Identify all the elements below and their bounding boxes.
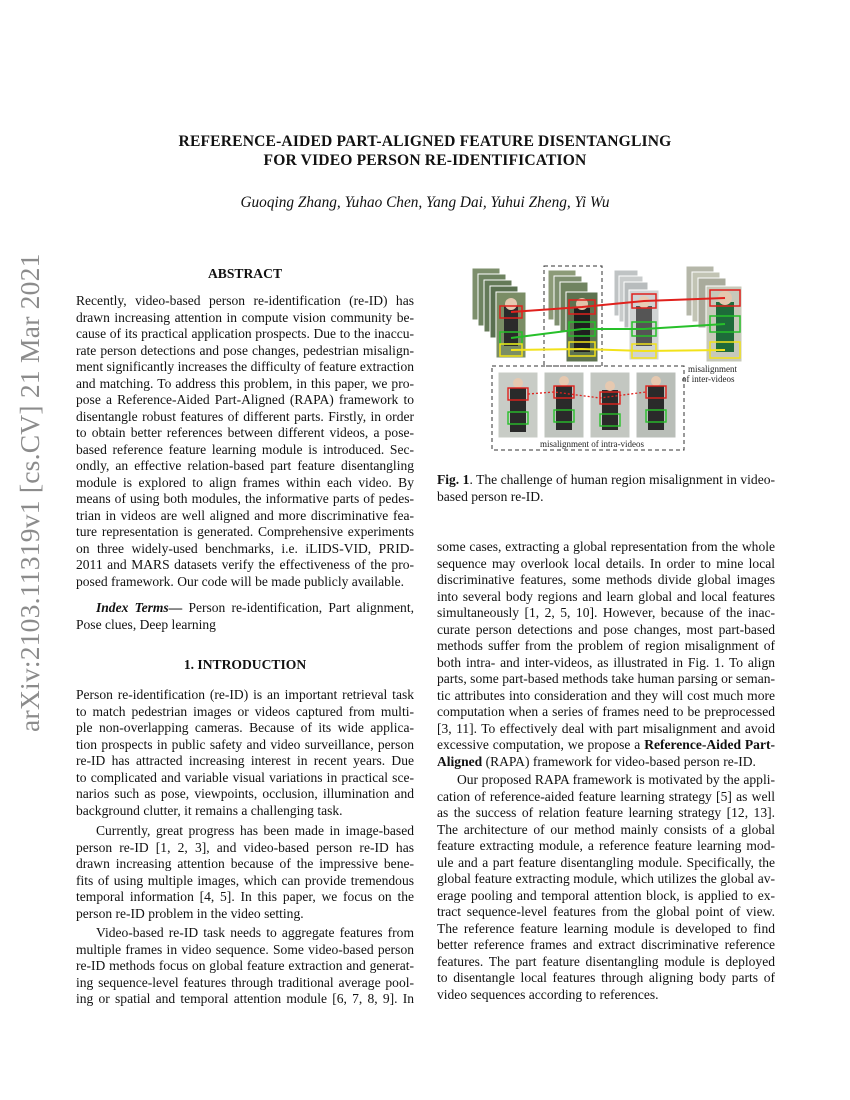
right_p2-line: better reference frames and extract discriminative reference: [437, 937, 775, 952]
intro_p1-line: ple non-overlapping cameras. Because of its wide applica-: [76, 720, 414, 735]
bold-term-2: Aligned: [437, 753, 486, 769]
abstract-body: [76, 293, 414, 590]
abstract_lines-line: cause of its practical application prospects. Due to the inaccu-: [76, 326, 414, 341]
right_p1-line: curate person detections and pose changes, most part-based: [437, 621, 775, 637]
right_p1-line: both intra- and inter-videos, as illustrated in Fig. 1. To align: [437, 654, 775, 670]
right_p1-line: parts, some part-based methods take human parsing or seman-: [437, 671, 775, 686]
label-inter-line1: misalignment: [688, 364, 737, 374]
right_p2-line: as the success of relation feature learning strategy [12, 13].: [437, 805, 775, 820]
abstract_lines-line: 2011 and MARS datasets verify the effectiveness of the pro-: [76, 557, 414, 572]
intro_p1-line: background clutter, it remains a challenging task.: [76, 802, 343, 818]
right_p2-line: The architecture of our method mainly consists of a global: [437, 821, 775, 837]
intro-paragraph-3: [76, 925, 414, 1008]
authors: Guoqing Zhang, Yuhao Chen, Yang Dai, Yuhui Zheng, Yi Wu: [240, 194, 610, 211]
intro_p3-line: Video-based re-ID task needs to aggregate features from: [96, 925, 414, 940]
right_p1-line: into several body regions and learn global and local features: [437, 588, 775, 604]
intro_p1-line: narios such as pose, viewpoints, occlusion, illumination and: [76, 786, 414, 801]
arxiv-watermark: [4, 253, 56, 732]
paper-title: [60, 132, 790, 170]
right_p2-line: tract sequence-level features from the global point of view.: [437, 904, 775, 919]
caption-line-2: based person re-ID.: [437, 488, 544, 504]
caption-label: Fig. 1: [437, 472, 470, 487]
arxiv-id-text: arXiv:2103.11319v1 [cs.CV] 21 Mar 2021: [14, 253, 45, 732]
intro_p1-line: to complicated and variable visual variations in practical sce-: [76, 769, 414, 785]
intro-paragraph-2: [76, 823, 414, 922]
abstract_lines-line: ondly, an effective relation-based part feature disentangling: [76, 458, 414, 473]
intro-heading: 1. INTRODUCTION: [183, 657, 307, 672]
intra-video-frames: [498, 372, 676, 438]
label-intra: misalignment of intra-videos: [540, 439, 644, 449]
right_p1-line: sequence may overlook local details. In order to mine local: [437, 555, 775, 571]
caption-line-1: . The challenge of human region misalignment in video-: [469, 472, 775, 487]
right_p1-line: [3, 11]. To effectively deal with part misalignment and avoid: [437, 720, 775, 736]
intro_p2-line: fits of using multiple images, which can provide tremendous: [76, 872, 414, 888]
figure-1-illustration: [464, 262, 782, 452]
intro_p1-line: Person re-identification (re-ID) is an important retrieval task: [76, 687, 414, 702]
right_p2-line: Our proposed RAPA framework is motivated by the appli-: [457, 772, 775, 787]
intro_p3-line: ing sequence-level features through traditional average pool-: [76, 974, 414, 990]
frame-stack-4: [686, 266, 742, 362]
index-terms-line-1: Person re-identification, Part alignment,: [182, 600, 414, 615]
right_p1-line: discriminative features, some methods divide global images: [437, 572, 775, 587]
right_p2-line: feature extracting module, a reference feature learning mod-: [437, 838, 775, 853]
right_p1-text: excessive computation, we propose a: [437, 737, 645, 752]
abstract_lines-line: Recently, video-based person re-identification (re-ID) has: [76, 293, 414, 308]
intro_p2-line: temporal information [4, 5]. In this paper, we focus on the: [76, 889, 414, 904]
index-terms: [76, 600, 414, 633]
right_p1-line: [437, 737, 775, 754]
intro_p1-line: to match pedestrian images or videos captured from multi-: [76, 703, 414, 719]
intro_p3-line: re-ID methods focus on global feature extraction and generat-: [76, 958, 414, 973]
abstract_lines-line: rate person detections and pose changes, pedestrian misalign-: [76, 342, 414, 358]
right_p1-text: (RAPA) framework for video-based person re-ID.: [485, 753, 756, 769]
right_p2-line: to disentangle local features through aligning body parts of: [437, 970, 775, 985]
abstract_lines-line: and matching. To address this problem, in this paper, we pro-: [76, 375, 414, 391]
frame-stack-3: [614, 270, 659, 360]
abstract_lines-line: drawn increasing attention in compute vision community be-: [76, 309, 414, 325]
intro_p1-line: tion prospects in public safety and video surveillance, person: [76, 736, 414, 752]
title-line-2: FOR VIDEO PERSON RE-IDENTIFICATION: [263, 152, 587, 169]
right_p2-line: erage pooling and temporal attention block, is applied to ex-: [437, 887, 775, 903]
intro_p2-line: person re-ID problem in the video setting.: [76, 905, 304, 921]
abstract_lines-line: trian in videos are well aligned and more discriminative fea-: [76, 507, 414, 523]
abstract_lines-line: based reference feature learning module is introduced. Sec-: [76, 441, 414, 457]
intro_p2-line: person re-ID [1, 2, 3], and video-based person re-ID has: [76, 839, 414, 855]
right-paragraph-1: [437, 539, 775, 770]
right_p1-line: some cases, extracting a global representation from the whole: [437, 539, 775, 554]
intro_p1-line: re-ID has attracted increasing interest in recent years. Due: [76, 753, 414, 768]
abstract_lines-line: on three widely-used benchmarks, i.e. iLIDS-VID, PRID-: [76, 540, 414, 556]
right_p2-line: cation of reference-aided feature learning strategy [5] as well: [437, 788, 775, 804]
label-inter-line2: of inter-videos: [682, 374, 735, 384]
abstract_lines-line: ment significantly increases the difficulty of feature extraction: [76, 359, 414, 374]
abstract_lines-line: to obtain better references between different videos, a pose-: [76, 425, 414, 440]
right_p1-line: computation when a series of frames need to be preprocessed: [437, 704, 775, 719]
abstract_lines-line: means of using both modules, the informative parts of pedes-: [76, 491, 414, 506]
right_p1-line: [437, 754, 775, 771]
intro-paragraph-1: [76, 687, 414, 819]
abstract_lines-line: module is explored to align frames within each video. By: [76, 474, 414, 490]
title-line-1: REFERENCE-AIDED PART-ALIGNED FEATURE DISENTANGLING: [178, 133, 672, 150]
right-paragraph-2: [437, 772, 775, 1003]
right_p1-line: simultaneously [1, 2, 5, 10]. However, because of the inac-: [437, 605, 775, 620]
figure-caption: [437, 472, 775, 505]
right_p2-line: global feature extracting module, which utilizes the global av-: [437, 871, 775, 886]
abstract_lines-line: pose a Reference-Aided Part-Aligned (RAPA) framework to: [76, 392, 414, 407]
right_p2-line: video sequences according to references.: [437, 986, 659, 1002]
index-terms-line-2: Pose clues, Deep learning: [76, 616, 216, 632]
right_p2-line: features. The part feature disentangling module is deployed: [437, 953, 775, 969]
intro_p2-line: Currently, great progress has been made in image-based: [96, 823, 414, 838]
right_p2-line: ule and a part feature disentangling module. Specifically, the: [437, 854, 775, 870]
right_p1-line: tic attributes into consideration and they will cost much more: [437, 687, 775, 703]
right_p1-line: methods suffer from the problem of region misalignment of: [437, 638, 775, 653]
abstract_lines-line: ture representation is generated. Comprehensive experiments: [76, 524, 414, 539]
abstract-heading: ABSTRACT: [207, 266, 283, 281]
intro_p2-line: drawn increasing attention because of the impressive bene-: [76, 856, 414, 871]
abstract_lines-line: posed framework. Our code will be made publicly available.: [76, 573, 405, 589]
right_p2-line: The reference feature learning module is developed to find: [437, 920, 775, 936]
index-terms-label: Index Terms—: [96, 600, 183, 615]
intro_p3-line: multiple frames in video sequence. Some video-based person: [76, 941, 414, 957]
abstract_lines-line: disentangle robust features of different parts. Firstly, in order: [76, 408, 414, 424]
intro_p3-line: ing or spatial and temporal attention module [6, 7, 8, 9]. In: [76, 991, 414, 1006]
bold-term-1: Reference-Aided Part-: [644, 737, 775, 752]
